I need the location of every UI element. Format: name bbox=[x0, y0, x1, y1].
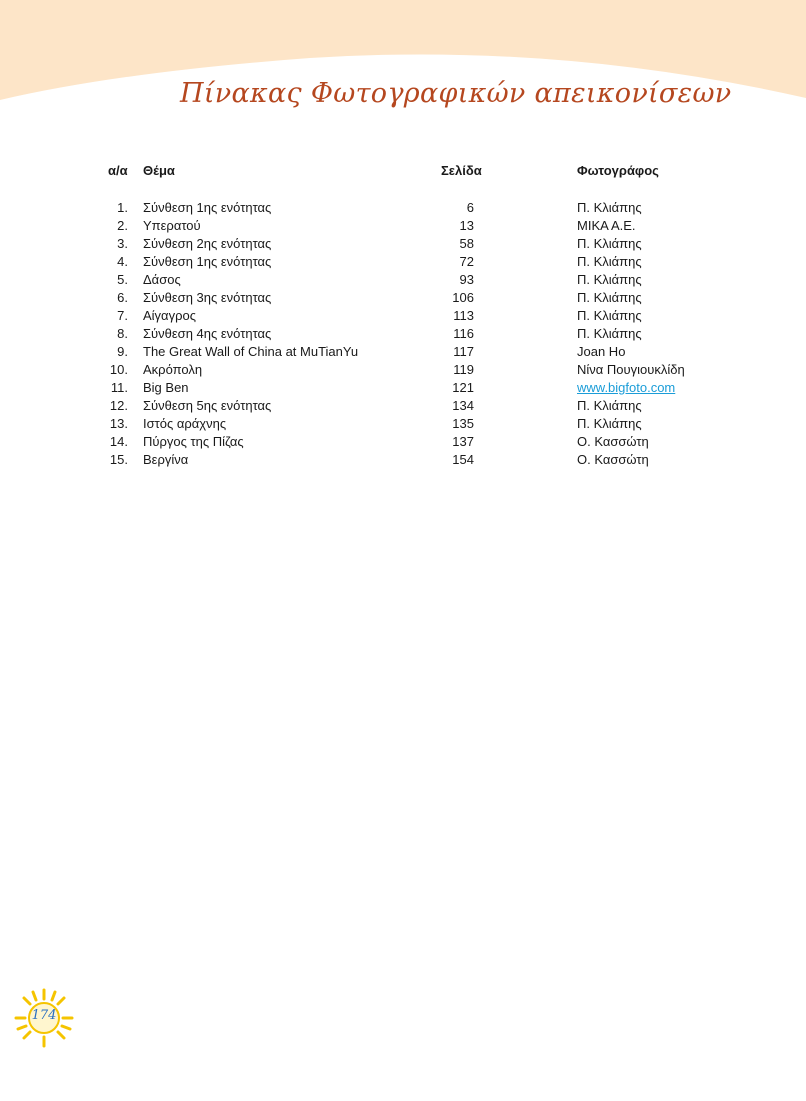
header-band bbox=[0, 0, 806, 140]
row-photographer: Π. Κλιάπης bbox=[577, 308, 642, 323]
table-row bbox=[0, 433, 806, 451]
row-page: 58 bbox=[459, 236, 474, 251]
row-number: 12. bbox=[109, 398, 128, 413]
table-row bbox=[0, 307, 806, 325]
row-subject: Σύνθεση 5ης ενότητας bbox=[143, 398, 272, 413]
row-number: 5. bbox=[117, 272, 128, 287]
row-page: 119 bbox=[453, 362, 474, 377]
table-row bbox=[0, 235, 806, 253]
row-number: 8. bbox=[117, 326, 128, 341]
row-photographer: Ο. Κασσώτη bbox=[577, 452, 649, 467]
page-number: 174 bbox=[31, 1008, 57, 1023]
row-subject: Αίγαγρος bbox=[143, 308, 196, 323]
row-number: 15. bbox=[109, 452, 128, 467]
row-subject: The Great Wall of China at MuTianYu bbox=[143, 344, 359, 359]
row-page: 121 bbox=[452, 380, 474, 395]
row-number: 14. bbox=[109, 434, 128, 449]
row-page: 116 bbox=[453, 326, 474, 341]
table-row bbox=[0, 253, 806, 271]
row-number: 3. bbox=[117, 236, 128, 251]
row-photographer: Π. Κλιάπης bbox=[577, 290, 642, 305]
row-photographer: Π. Κλιάπης bbox=[577, 416, 642, 431]
table-row bbox=[0, 217, 806, 235]
row-photographer: Νίνα Πουγιουκλίδη bbox=[577, 362, 685, 377]
row-subject: Σύνθεση 4ης ενότητας bbox=[143, 326, 272, 341]
table-row bbox=[0, 325, 806, 343]
table-row bbox=[0, 379, 806, 397]
table-row bbox=[0, 415, 806, 433]
row-page: 154 bbox=[452, 452, 474, 467]
page-title: Πίνακας Φωτογραφικών απεικονίσεων bbox=[180, 78, 732, 109]
row-photographer: Π. Κλιάπης bbox=[577, 272, 642, 287]
row-subject: Σύνθεση 3ης ενότητας bbox=[143, 290, 272, 305]
row-photographer: ΜΙΚΑ Α.Ε. bbox=[577, 218, 636, 233]
row-number: 4. bbox=[117, 254, 128, 269]
row-page: 117 bbox=[453, 344, 474, 359]
column-header-page: Σελίδα bbox=[441, 163, 482, 178]
row-page: 72 bbox=[459, 254, 474, 269]
row-page: 106 bbox=[452, 290, 474, 305]
row-subject: Ακρόπολη bbox=[143, 362, 203, 377]
row-photographer: Π. Κλιάπης bbox=[577, 326, 642, 341]
row-number: 10. bbox=[109, 362, 128, 377]
row-photographer: Π. Κλιάπης bbox=[577, 398, 642, 413]
row-subject: Big Ben bbox=[143, 380, 189, 395]
column-header-photographer: Φωτογράφος bbox=[577, 163, 659, 178]
row-number: 11. bbox=[110, 380, 128, 395]
row-subject: Σύνθεση 1ης ενότητας bbox=[143, 200, 272, 215]
row-number: 9. bbox=[117, 344, 128, 359]
row-photographer: Π. Κλιάπης bbox=[577, 254, 642, 269]
row-photographer: Ο. Κασσώτη bbox=[577, 434, 649, 449]
row-subject: Πύργος της Πίζας bbox=[143, 434, 244, 449]
column-header-num: α/α bbox=[108, 163, 128, 178]
row-page: 93 bbox=[459, 272, 474, 287]
row-photographer: Π. Κλιάπης bbox=[577, 200, 642, 215]
table-row bbox=[0, 271, 806, 289]
table-row bbox=[0, 451, 806, 469]
row-subject: Ιστός αράχνης bbox=[143, 416, 227, 431]
row-page: 13 bbox=[459, 218, 474, 233]
table-row bbox=[0, 397, 806, 415]
row-page: 6 bbox=[466, 200, 474, 215]
row-number: 13. bbox=[109, 416, 128, 431]
photographer-link[interactable]: www.bigfoto.com bbox=[577, 380, 676, 395]
row-page: 134 bbox=[452, 398, 474, 413]
column-header-subject: Θέμα bbox=[143, 163, 175, 178]
row-subject: Σύνθεση 2ης ενότητας bbox=[143, 236, 272, 251]
row-subject: Δάσος bbox=[143, 272, 181, 287]
row-number: 6. bbox=[117, 290, 128, 305]
row-page: 113 bbox=[453, 308, 474, 323]
table-row bbox=[0, 361, 806, 379]
row-photographer: Joan Ho bbox=[577, 344, 626, 359]
row-subject: Βεργίνα bbox=[143, 452, 189, 467]
row-photographer: Π. Κλιάπης bbox=[577, 236, 642, 251]
row-number: 1. bbox=[117, 200, 128, 215]
table-row bbox=[0, 289, 806, 307]
photo-credits-table bbox=[0, 199, 806, 469]
row-number: 7. bbox=[117, 308, 128, 323]
row-subject: Σύνθεση 1ης ενότητας bbox=[143, 254, 272, 269]
table-row bbox=[0, 343, 806, 361]
row-page: 135 bbox=[452, 416, 474, 431]
row-number: 2. bbox=[117, 218, 128, 233]
row-subject: Υπερατού bbox=[143, 218, 201, 233]
row-page: 137 bbox=[452, 434, 474, 449]
table-row bbox=[0, 199, 806, 217]
